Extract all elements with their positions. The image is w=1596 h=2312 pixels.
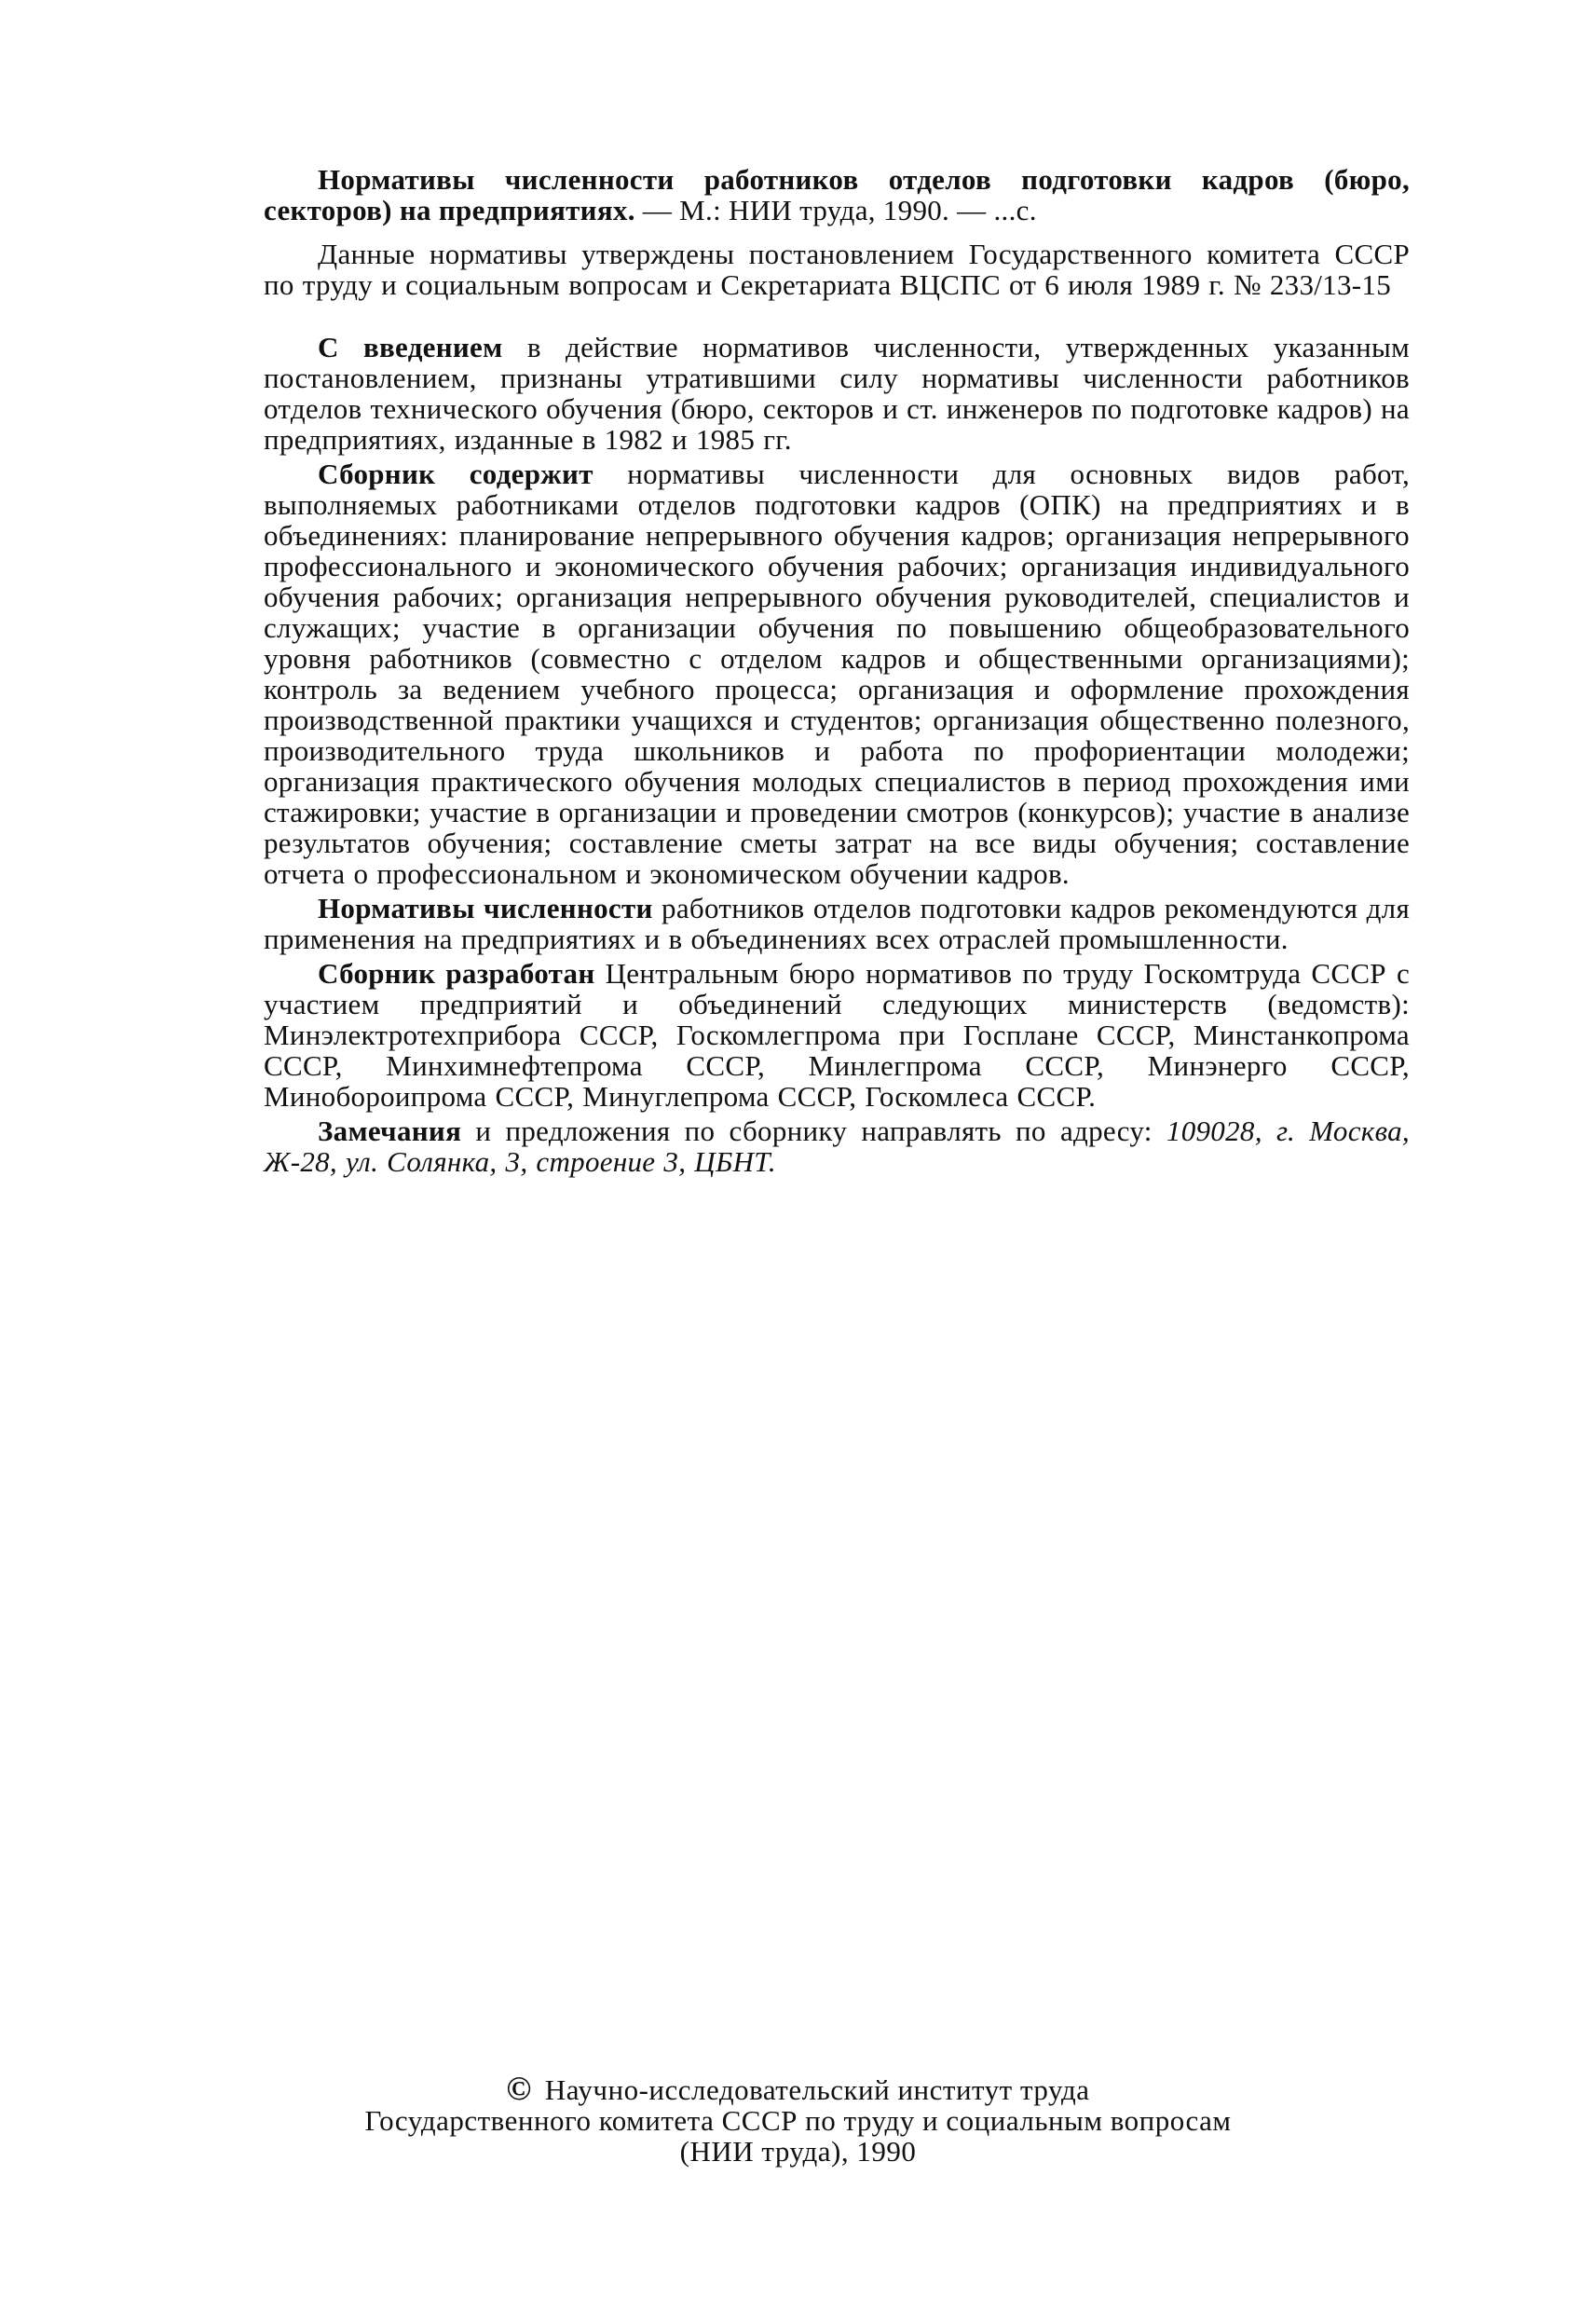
copyright-line-2: Государственного комитета СССР по труду и социальным вопросам (364, 2104, 1232, 2137)
paragraph-lead: Сборник содержит (318, 458, 593, 490)
postal-address: 109028, г. Москва, Ж-28, ул. Солянка, 3, строение 3, ЦБНТ. (264, 1115, 1410, 1178)
paragraph-lead: Сборник разработан (318, 957, 595, 990)
paragraph-contents (264, 458, 1410, 889)
copyright-line-3: (НИИ труда), 1990 (679, 2135, 917, 2168)
approval-statement: Данные нормативы утверждены постановлением Государственного комитета СССР по труду и социальным вопросам и Секретариата ВЦСПС от 6 июля 1989 г. № 233/13-15 (264, 238, 1410, 301)
copyright-icon: © (506, 2070, 532, 2107)
copyright-holder: Научно-исследовательский институт труда (544, 2073, 1090, 2106)
copyright-footer (186, 2070, 1410, 2168)
paragraph-text: работников отделов подготовки кадров рекомендуются для применения на предприятиях и в объединениях всех отраслей промышленности. (264, 892, 1410, 955)
paragraph-text: нормативы численности для основных видов работ, выполняемых работниками отделов подготовки кадров (ОПК) на предприятиях и в объединениях: планирование непрерывного обучения кадров; организация непрерывного профессионального и экономического обучения рабочих; организация индивидуального обучения рабочих; организация непрерывного обучения руководителей, специалистов и служащих; участие в организации обучения по повышению общеобразовательного уровня работников (совместно с отделом кадров и общественными организациями); контроль за ведением учебного процесса; организация и оформление прохождения производственной практики учащихся и студентов; организация общественно полезного, производительного труда школьников и работа по профориентации молодежи; организация практического обучения молодых специалистов в период прохождения ими стажировки; участие в организации и проведении смотров (конкурсов); участие в анализе результатов обучения; составление сметы затрат на все виды обучения; составление отчета о профессиональном и экономическом обучении кадров. (264, 458, 1410, 890)
paragraph-lead: С введением (318, 331, 503, 363)
body-text (264, 332, 1410, 1177)
main-text-column (264, 164, 1410, 1177)
paragraph-authors (264, 958, 1410, 1112)
paragraph-text: в действие нормативов численности, утвержденных указанным постановлением, признаны утратившими силу нормативы численности работников отделов технического обучения (бюро, секторов и ст. инженеров по подготовке кадров) на предприятиях, изданные в 1982 и 1985 гг. (264, 331, 1411, 456)
bibliographic-imprint: — М.: НИИ труда, 1990. — ...с. (642, 194, 1037, 226)
paragraph-lead: Нормативы численности (318, 892, 653, 924)
paragraph-repeal (264, 332, 1410, 455)
paragraph-text: Центральным бюро нормативов по труду Госкомтруда СССР с участием предприятий и объединений следующих министерств (ведомств): Минэлектротехприбора СССР, Госкомлегпрома при Госплане СССР, Минстанкопрома СССР, Минхимнефтепрома СССР, Минлегпрома СССР, Минэнерго СССР, Минобороипрома СССР, Минуглепрома СССР, Госкомлеса СССР. (264, 957, 1411, 1113)
paragraph-recommendation (264, 893, 1410, 954)
paragraph-lead: Замечания (318, 1115, 462, 1147)
copyright-line-1 (186, 2070, 1410, 2107)
paragraph-feedback (264, 1115, 1410, 1177)
bibliographic-record (264, 164, 1410, 226)
paragraph-text: и предложения по сборнику направлять по адресу: (461, 1115, 1153, 1147)
bibliographic-title: Нормативы численности работников отделов подготовки кадров (бюро, секторов) на предприятиях. (264, 163, 1410, 226)
